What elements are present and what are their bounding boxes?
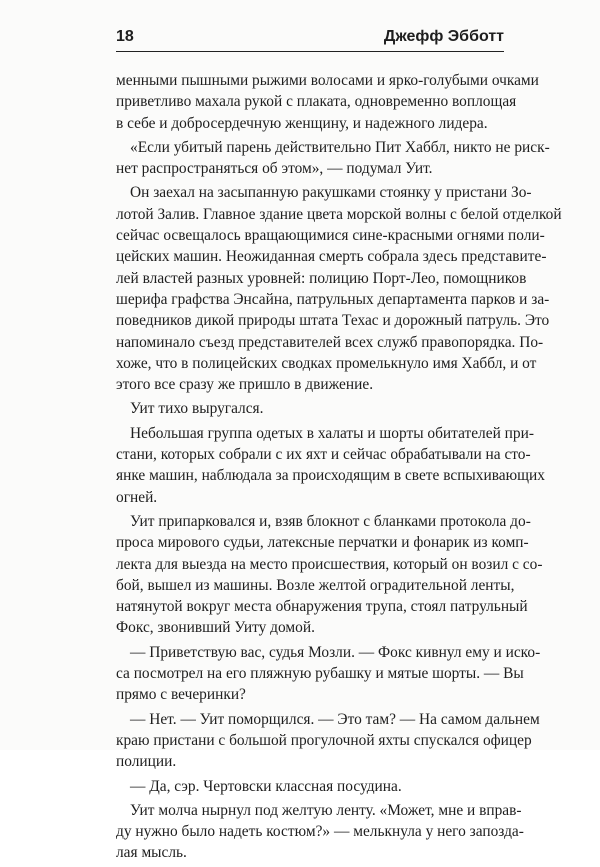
text-line: сейчас освещалось вращающимися сине-красными огнями поли- <box>116 227 545 245</box>
text-line: «Если убитый парень действительно Пит Хаббл, никто не риск- <box>130 138 550 156</box>
text-line: полиции. <box>116 753 177 771</box>
text-line: лая мысль. <box>116 844 187 862</box>
text-line: — Приветствую вас, судья Мозли. — Фокс кивнул ему и иско- <box>130 643 541 661</box>
text-line: натянутой вокруг места обнаружения трупа, стоял патрульный <box>116 598 528 616</box>
text-line: лотой Залив. Главное здание цвета морской волны с белой отделкой <box>116 205 562 223</box>
page-header <box>116 27 504 53</box>
text-line: проса мирового судьи, латексные перчатки и фонарик из комп- <box>116 534 529 552</box>
running-head-author: Джефф Эбботт <box>383 28 504 45</box>
text-line: Он заехал на засыпанную ракушками стоянку у пристани Зо- <box>130 184 532 202</box>
text-line: приветливо махала рукой с плаката, одновременно воплощая <box>116 93 517 111</box>
text-line: нет распространяться об этом», — подумал Уит. <box>116 160 433 178</box>
text-line: Фокс, звонивший Уиту домой. <box>116 619 315 637</box>
text-line: поведников дикой природы штата Техас и дорожный патруль. Это <box>116 312 550 330</box>
text-line: ду нужно было надеть костюм?» — мелькнула у него запозда- <box>116 823 524 841</box>
text-line: янке машин, наблюдала за происходящим в свете вспыхивающих <box>116 467 545 485</box>
text-line: стани, которых собрали с их яхт и сейчас обрабатывали на сто- <box>116 446 531 464</box>
text-line: хоже, что в полицейских сводках промелькнуло имя Хаббл, и от <box>116 354 537 372</box>
paragraph <box>116 511 543 639</box>
text-line: са посмотрел на его пляжную рубашку и мятые шорты. — Вы <box>116 665 524 683</box>
text-line: — Нет. — Уит поморщился. — Это там? — На самом дальнем <box>130 710 540 728</box>
header-rule <box>116 51 504 52</box>
text-line: этого все сразу же пришло в движение. <box>116 376 374 394</box>
paragraph <box>116 709 540 773</box>
text-line: лей властей разных уровней: полицию Порт-Лео, помощников <box>116 269 527 287</box>
text-line: цейских машин. Неожиданная смерть собрала здесь представите- <box>116 248 547 266</box>
paragraph <box>116 800 524 864</box>
body-text <box>116 70 562 867</box>
page-number: 18 <box>116 28 134 45</box>
paragraph <box>116 776 504 797</box>
text-line: Уит тихо выругался. <box>130 400 264 418</box>
text-line: краю пристани с большой прогулочной яхты спускался офицер <box>116 731 532 749</box>
text-line: огней. <box>116 488 158 506</box>
text-line: Уит припарковался и, взяв блокнот с бланками протокола до- <box>130 512 531 530</box>
text-line: Уит молча нырнул под желтую ленту. «Может, мне и вправ- <box>130 801 522 819</box>
text-line: шерифа графства Энсайна, патрульных департамента парков и за- <box>116 290 550 308</box>
text-line: — Да, сэр. Чертовски классная посудина. <box>130 777 402 795</box>
text-line: бой, вышел из машины. Возле желтой оградительной ленты, <box>116 576 515 594</box>
paragraph <box>116 423 545 508</box>
text-line: Небольшая группа одетых в халаты и шорты обитателей при- <box>130 424 534 442</box>
text-line: в себе и добросердечную женщину, и надежного лидера. <box>116 114 488 132</box>
paragraph <box>116 137 550 180</box>
paragraph <box>116 182 562 395</box>
text-line: менными пышными рыжими волосами и ярко-голубыми очками <box>116 72 539 89</box>
paragraph <box>116 642 541 706</box>
text-line: прямо с вечеринки? <box>116 686 246 704</box>
paragraph <box>116 70 539 134</box>
text-line: напоминало съезд представителей всех служб правопорядка. По- <box>116 333 544 351</box>
paragraph <box>116 398 504 419</box>
text-line: лекта для выезда на место происшествия, который он возил с со- <box>116 555 543 573</box>
